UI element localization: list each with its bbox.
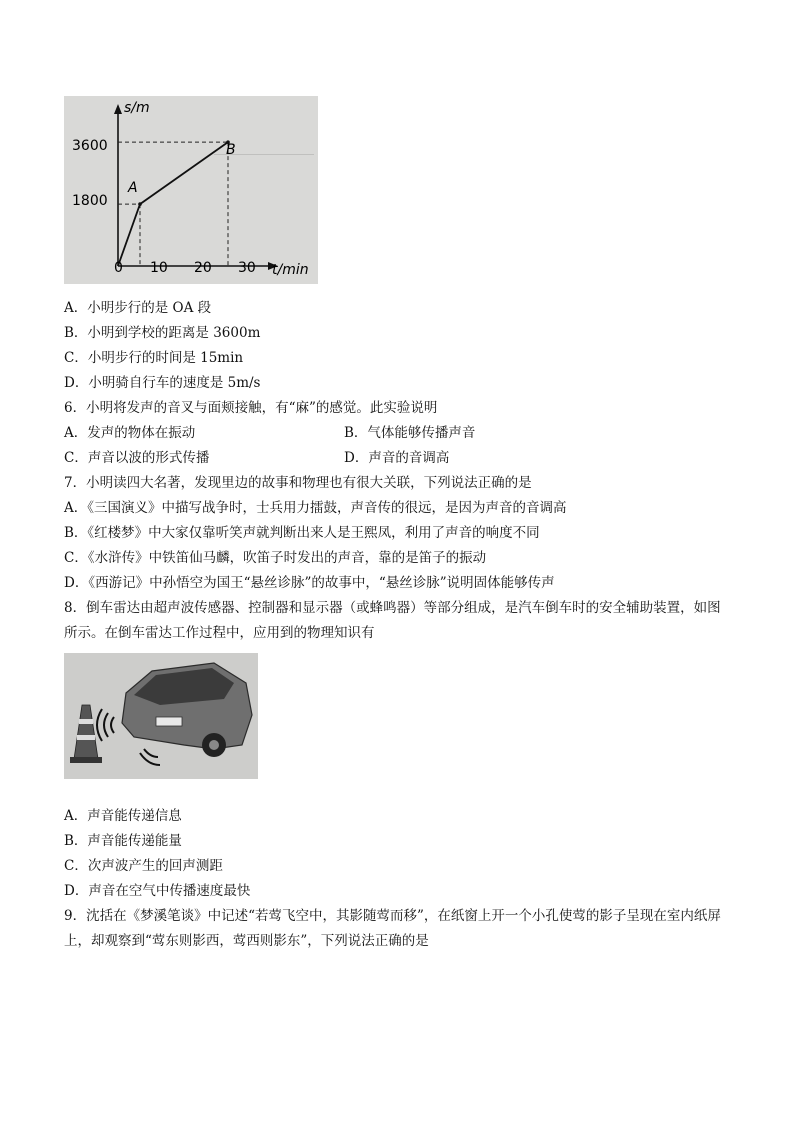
- x-axis-label: t/min: [272, 262, 309, 278]
- q6-option-d: D．声音的音调高: [344, 450, 450, 466]
- q8-option-c: C．次声波产生的回声测距: [64, 858, 223, 874]
- cone-base: [70, 757, 102, 763]
- q7-option-c: C．《水浒传》中铁笛仙马麟，吹笛子时发出的声音，靠的是笛子的振动: [64, 550, 487, 566]
- q6-option-c: C．声音以波的形式传播: [64, 450, 210, 466]
- q9-stem: 9．沈括在《梦溪笔谈》中记述“若莺飞空中，其影随莺而移”，在纸窗上开一个小孔使莺的影子呈现在室内纸屏上，却观察到“莺东则影西，莺西则影东”，下列说法正确的是: [64, 908, 721, 949]
- q7-option-b: B．《红楼梦》中大家仅靠听笑声就判断出来人是王熙凤，利用了声音的响度不同: [64, 525, 540, 541]
- y-axis-arrow: [114, 104, 122, 114]
- point-a-label: A: [128, 180, 138, 196]
- reversing-radar-photo: [64, 653, 258, 779]
- q8-option-b: B．声音能传递能量: [64, 833, 182, 849]
- distance-time-graph: [64, 96, 318, 284]
- y-tick-1800: 1800: [72, 193, 108, 209]
- q8-stem: 8．倒车雷达由超声波传感器、控制器和显示器（或蜂鸣器）等部分组成，是汽车倒车时的安全辅助装置，如图所示。在倒车雷达工作过程中，应用到的物理知识有: [64, 600, 721, 641]
- cone-stripe: [77, 735, 95, 740]
- q5-option-b: B．小明到学校的距离是 3600m: [64, 325, 261, 341]
- x-tick-10: 10: [150, 260, 168, 276]
- q6-option-a: A．发声的物体在振动: [64, 425, 196, 441]
- q6-stem: 6．小明将发声的音叉与面颊接触，有“麻”的感觉。此实验说明: [64, 400, 438, 416]
- q7-option-a: A．《三国演义》中描写战争时，士兵用力擂鼓，声音传的很远，是因为声音的音调高: [64, 500, 567, 516]
- dashed-guides: [118, 142, 228, 266]
- q7-stem: 7．小明读四大名著，发现里边的故事和物理也有很大关联，下列说法正确的是: [64, 475, 532, 491]
- q7-option-d: D．《西游记》中孙悟空为国王“悬丝诊脉”的故事中，“悬丝诊脉”说明固体能够传声: [64, 575, 555, 591]
- x-tick-0: 0: [114, 260, 123, 276]
- license-plate: [156, 717, 182, 726]
- q5-option-a: A．小明步行的是 OA 段: [64, 300, 212, 316]
- x-tick-30: 30: [238, 260, 256, 276]
- y-tick-3600: 3600: [72, 138, 108, 154]
- q5-option-c: C．小明步行的时间是 15min: [64, 350, 244, 366]
- x-tick-20: 20: [194, 260, 212, 276]
- data-series: [118, 140, 230, 266]
- car-illustration: [64, 653, 258, 779]
- data-point-a: [138, 202, 142, 206]
- cone-stripe: [79, 719, 93, 724]
- y-axis-label: s/m: [124, 100, 150, 116]
- q8-option-d: D．声音在空气中传播速度最快: [64, 883, 251, 899]
- graph-svg: [64, 96, 318, 284]
- q6-option-b: B．气体能够传播声音: [344, 425, 476, 441]
- wheel-hub: [209, 740, 219, 750]
- point-b-label: B: [226, 142, 236, 158]
- q5-option-d: D．小明骑自行车的速度是 5m/s: [64, 375, 261, 391]
- q8-option-a: A．声音能传递信息: [64, 808, 182, 824]
